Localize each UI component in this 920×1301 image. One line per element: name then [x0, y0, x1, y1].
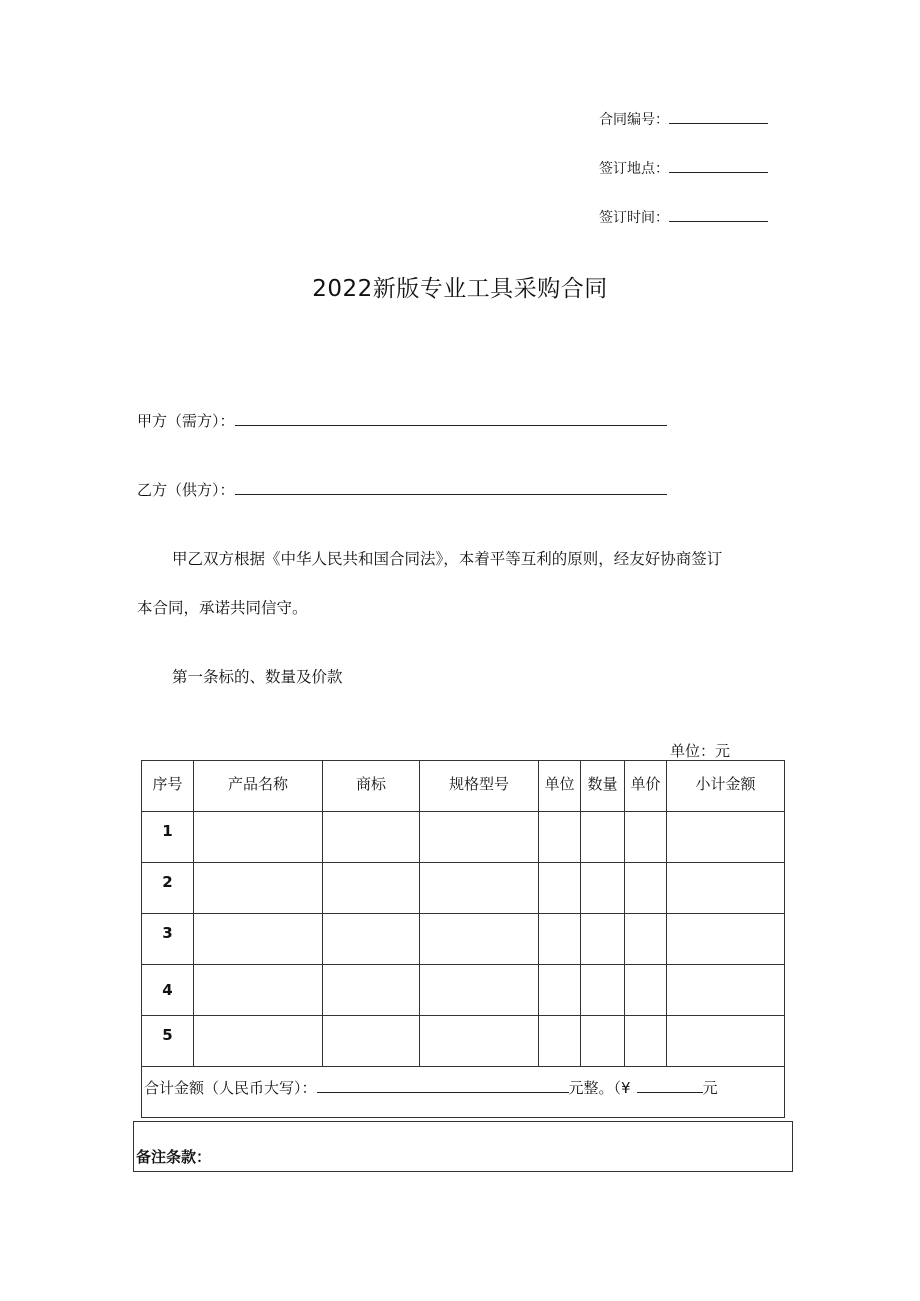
cell-quantity[interactable] [581, 1016, 625, 1067]
cell-quantity[interactable] [581, 863, 625, 914]
cell-product-name[interactable] [194, 965, 323, 1016]
table-row [142, 965, 785, 1016]
cell-unit[interactable] [539, 863, 581, 914]
cell-model[interactable] [420, 863, 539, 914]
col-header-index: 序号 [142, 761, 194, 812]
cell-quantity[interactable] [581, 965, 625, 1016]
cell-subtotal[interactable] [667, 812, 785, 863]
col-header-brand: 商标 [323, 761, 420, 812]
cell-unit[interactable] [539, 1016, 581, 1067]
row-index: 2 [142, 863, 194, 914]
cell-subtotal[interactable] [667, 965, 785, 1016]
total-amount-suffix: 元整。（¥ [568, 1079, 631, 1097]
table-row [142, 812, 785, 863]
cell-subtotal[interactable] [667, 1016, 785, 1067]
total-amount-label: 合计金额（人民币大写）： [144, 1079, 317, 1097]
items-table [141, 760, 785, 1118]
cell-subtotal[interactable] [667, 863, 785, 914]
party-b-blank[interactable] [235, 480, 667, 495]
total-amount-cell [142, 1067, 785, 1118]
contract-number-blank[interactable] [669, 111, 768, 124]
col-header-quantity: 数量 [581, 761, 625, 812]
cell-product-name[interactable] [194, 1016, 323, 1067]
row-index: 1 [142, 812, 194, 863]
col-header-unit-price: 单价 [625, 761, 667, 812]
cell-brand[interactable] [323, 1016, 420, 1067]
cell-unit-price[interactable] [625, 1016, 667, 1067]
unit-note: 单位：元 [670, 742, 731, 760]
intro-line-2: 本合同，承诺共同信守。 [137, 599, 308, 617]
table-row [142, 1016, 785, 1067]
total-amount-figure-blank[interactable] [637, 1080, 703, 1093]
cell-unit[interactable] [539, 812, 581, 863]
cell-unit[interactable] [539, 965, 581, 1016]
cell-model[interactable] [420, 914, 539, 965]
cell-quantity[interactable] [581, 914, 625, 965]
table-row [142, 863, 785, 914]
party-a-field [137, 411, 667, 431]
cell-model[interactable] [420, 812, 539, 863]
party-b-field [137, 480, 667, 500]
cell-unit-price[interactable] [625, 812, 667, 863]
sign-time-label: 签订时间： [599, 210, 669, 226]
row-index: 5 [142, 1016, 194, 1067]
cell-product-name[interactable] [194, 863, 323, 914]
article-1-heading: 第一条标的、数量及价款 [172, 668, 343, 686]
col-header-unit: 单位 [539, 761, 581, 812]
sign-place-blank[interactable] [669, 160, 768, 173]
col-header-model: 规格型号 [420, 761, 539, 812]
cell-brand[interactable] [323, 812, 420, 863]
col-header-product-name: 产品名称 [194, 761, 323, 812]
sign-time-blank[interactable] [669, 209, 768, 222]
row-index: 4 [142, 965, 194, 1016]
row-index: 3 [142, 914, 194, 965]
cell-unit[interactable] [539, 914, 581, 965]
remarks-box[interactable] [133, 1121, 793, 1172]
total-row [142, 1067, 785, 1118]
cell-model[interactable] [420, 965, 539, 1016]
cell-quantity[interactable] [581, 812, 625, 863]
col-header-subtotal: 小计金额 [667, 761, 785, 812]
cell-brand[interactable] [323, 965, 420, 1016]
cell-unit-price[interactable] [625, 863, 667, 914]
party-a-blank[interactable] [235, 411, 667, 426]
cell-product-name[interactable] [194, 812, 323, 863]
cell-unit-price[interactable] [625, 914, 667, 965]
intro-line-1: 甲乙双方根据《中华人民共和国合同法》，本着平等互利的原则，经友好协商签订 [172, 550, 723, 568]
cell-brand[interactable] [323, 914, 420, 965]
contract-number-label: 合同编号： [599, 112, 669, 128]
sign-place-field [599, 160, 768, 178]
remarks-label: 备注条款： [136, 1148, 212, 1166]
cell-subtotal[interactable] [667, 914, 785, 965]
total-amount-words-blank[interactable] [317, 1080, 569, 1093]
party-b-label: 乙方（供方）： [137, 481, 235, 499]
contract-number-field [599, 111, 768, 129]
cell-product-name[interactable] [194, 914, 323, 965]
document-title: 2022新版专业工具采购合同 [312, 276, 608, 302]
cell-model[interactable] [420, 1016, 539, 1067]
party-a-label: 甲方（需方）： [137, 412, 235, 430]
cell-brand[interactable] [323, 863, 420, 914]
total-amount-end: 元 [702, 1079, 718, 1097]
cell-unit-price[interactable] [625, 965, 667, 1016]
table-header-row [142, 761, 785, 812]
sign-time-field [599, 209, 768, 227]
table-row [142, 914, 785, 965]
sign-place-label: 签订地点： [599, 161, 669, 177]
